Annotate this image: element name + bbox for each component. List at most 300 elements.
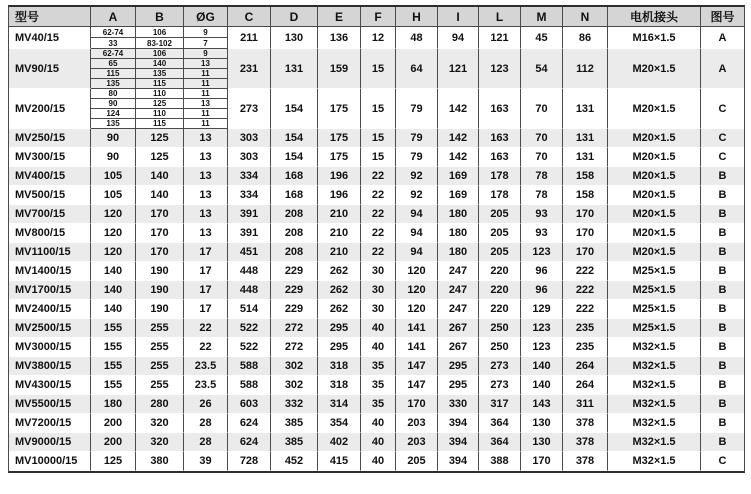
cell-a: 105 <box>91 167 136 186</box>
cell-l: 163 <box>479 89 521 129</box>
cell-conn: M32×1.5 <box>608 452 701 471</box>
cell-d: 332 <box>271 395 318 414</box>
sub-value: 7 <box>203 38 208 48</box>
cell-b: 170 <box>136 205 184 224</box>
table-row <box>9 262 744 281</box>
cell-i: 247 <box>438 262 479 281</box>
cell-b: 255 <box>136 319 184 338</box>
sub-value: 110 <box>136 109 183 119</box>
cell-b: 280 <box>136 395 184 414</box>
cell-m: 70 <box>521 148 563 167</box>
sub-value: 125 <box>136 99 183 109</box>
cell-a: 155 <box>91 338 136 357</box>
table-row <box>9 27 744 49</box>
model-cell: MV800/15 <box>9 224 91 243</box>
sub-value: 135 <box>136 69 183 79</box>
cell-conn: M16×1.5 <box>608 27 701 49</box>
cell-c: 588 <box>228 376 271 395</box>
cell-n: 112 <box>563 49 608 89</box>
cell-g: 13 <box>184 167 228 186</box>
cell-e: 175 <box>318 148 361 167</box>
table-row <box>9 186 744 205</box>
cell-fig: B <box>701 395 744 414</box>
cell-d: 302 <box>271 376 318 395</box>
cell-n: 378 <box>563 414 608 433</box>
cell-h: 141 <box>396 338 438 357</box>
table-row <box>9 376 744 395</box>
cell-f: 15 <box>361 49 396 89</box>
cell-conn: M20×1.5 <box>608 186 701 205</box>
model-cell: MV3800/15 <box>9 357 91 376</box>
cell-b-stacked <box>136 27 184 49</box>
cell-fig: B <box>701 281 744 300</box>
cell-l: 123 <box>479 49 521 89</box>
cell-b: 170 <box>136 243 184 262</box>
col-header-fig: 图号 <box>701 7 744 27</box>
sub-value: 115 <box>153 79 166 88</box>
cell-conn: M20×1.5 <box>608 129 701 148</box>
model-cell: MV300/15 <box>9 148 91 167</box>
cell-m: 130 <box>521 414 563 433</box>
cell-f: 15 <box>361 148 396 167</box>
cell-i: 180 <box>438 224 479 243</box>
cell-d: 385 <box>271 433 318 452</box>
cell-conn: M32×1.5 <box>608 433 701 452</box>
cell-g-stacked <box>184 27 228 49</box>
cell-l: 205 <box>479 205 521 224</box>
cell-fig: B <box>701 186 744 205</box>
cell-m: 123 <box>521 319 563 338</box>
cell-f: 40 <box>361 433 396 452</box>
cell-c: 334 <box>228 167 271 186</box>
cell-l: 220 <box>479 300 521 319</box>
table-row <box>9 395 744 414</box>
sub-value: 140 <box>136 59 183 69</box>
cell-i: 295 <box>438 357 479 376</box>
cell-c: 728 <box>228 452 271 471</box>
cell-h: 48 <box>396 27 438 49</box>
sub-value-stack <box>136 49 183 88</box>
sub-value-stack <box>91 89 135 128</box>
cell-i: 394 <box>438 452 479 471</box>
cell-b: 190 <box>136 300 184 319</box>
cell-f: 22 <box>361 167 396 186</box>
cell-e: 318 <box>318 376 361 395</box>
cell-c: 303 <box>228 129 271 148</box>
cell-f: 40 <box>361 338 396 357</box>
cell-a: 180 <box>91 395 136 414</box>
cell-m: 140 <box>521 357 563 376</box>
cell-g-stacked <box>184 49 228 89</box>
col-header-n: N <box>563 7 608 27</box>
sub-value: 11 <box>184 69 227 79</box>
cell-h: 92 <box>396 186 438 205</box>
cell-m: 93 <box>521 205 563 224</box>
cell-h: 170 <box>396 395 438 414</box>
cell-n: 235 <box>563 319 608 338</box>
cell-a: 155 <box>91 357 136 376</box>
sub-value-stack <box>91 27 135 48</box>
cell-n: 264 <box>563 376 608 395</box>
cell-conn: M25×1.5 <box>608 262 701 281</box>
cell-m: 70 <box>521 89 563 129</box>
cell-l: 205 <box>479 224 521 243</box>
cell-a-stacked <box>91 27 136 49</box>
cell-d: 229 <box>271 300 318 319</box>
cell-h: 147 <box>396 376 438 395</box>
cell-a: 200 <box>91 433 136 452</box>
cell-b-stacked <box>136 89 184 129</box>
cell-conn: M20×1.5 <box>608 89 701 129</box>
cell-n: 131 <box>563 148 608 167</box>
cell-g-stacked <box>184 89 228 129</box>
cell-i: 94 <box>438 27 479 49</box>
model-cell: MV200/15 <box>9 89 91 129</box>
cell-f: 35 <box>361 357 396 376</box>
cell-g: 22 <box>184 338 228 357</box>
cell-fig: B <box>701 319 744 338</box>
cell-conn: M20×1.5 <box>608 49 701 89</box>
sub-value-stack <box>136 89 183 128</box>
cell-b-stacked <box>136 49 184 89</box>
cell-l: 273 <box>479 376 521 395</box>
cell-i: 121 <box>438 49 479 89</box>
sub-value: 13 <box>184 99 227 109</box>
cell-c: 522 <box>228 338 271 357</box>
cell-conn: M32×1.5 <box>608 376 701 395</box>
cell-n: 158 <box>563 186 608 205</box>
cell-e: 262 <box>318 281 361 300</box>
cell-m: 140 <box>521 376 563 395</box>
cell-f: 35 <box>361 395 396 414</box>
table-row <box>9 243 744 262</box>
cell-m: 123 <box>521 338 563 357</box>
table-row <box>9 300 744 319</box>
model-cell: MV7200/15 <box>9 414 91 433</box>
col-header-c: C <box>228 7 271 27</box>
cell-n: 222 <box>563 262 608 281</box>
cell-conn: M32×1.5 <box>608 357 701 376</box>
cell-d: 208 <box>271 243 318 262</box>
cell-a: 140 <box>91 262 136 281</box>
model-cell: MV9000/15 <box>9 433 91 452</box>
cell-m: 45 <box>521 27 563 49</box>
cell-l: 220 <box>479 262 521 281</box>
cell-a-stacked <box>91 89 136 129</box>
cell-c: 624 <box>228 433 271 452</box>
table-row <box>9 433 744 452</box>
cell-b: 140 <box>136 186 184 205</box>
table-row <box>9 129 744 148</box>
cell-e: 136 <box>318 27 361 49</box>
cell-m: 70 <box>521 129 563 148</box>
col-header-d: D <box>271 7 318 27</box>
cell-a: 120 <box>91 224 136 243</box>
cell-a: 155 <box>91 319 136 338</box>
cell-fig: B <box>701 357 744 376</box>
cell-h: 64 <box>396 49 438 89</box>
sub-value: 11 <box>184 89 227 99</box>
cell-m: 170 <box>521 452 563 471</box>
cell-a: 125 <box>91 452 136 471</box>
sub-value-stack <box>184 89 227 128</box>
cell-fig: B <box>701 414 744 433</box>
sub-value: 65 <box>91 59 135 69</box>
cell-fig: C <box>701 452 744 471</box>
cell-c: 603 <box>228 395 271 414</box>
cell-g: 22 <box>184 319 228 338</box>
cell-fig: B <box>701 205 744 224</box>
cell-conn: M25×1.5 <box>608 319 701 338</box>
cell-e: 196 <box>318 167 361 186</box>
cell-m: 96 <box>521 262 563 281</box>
cell-c: 303 <box>228 148 271 167</box>
cell-a: 90 <box>91 148 136 167</box>
sub-value-stack <box>91 49 135 88</box>
cell-n: 235 <box>563 338 608 357</box>
sub-value: 62-74 <box>91 27 135 38</box>
cell-f: 30 <box>361 281 396 300</box>
sub-value: 106 <box>136 27 183 38</box>
col-header-m: M <box>521 7 563 27</box>
cell-i: 295 <box>438 376 479 395</box>
cell-d: 272 <box>271 338 318 357</box>
table-row <box>9 167 744 186</box>
cell-c: 624 <box>228 414 271 433</box>
cell-m: 78 <box>521 167 563 186</box>
cell-i: 330 <box>438 395 479 414</box>
cell-b: 190 <box>136 281 184 300</box>
cell-b: 170 <box>136 224 184 243</box>
cell-e: 318 <box>318 357 361 376</box>
cell-c: 391 <box>228 205 271 224</box>
cell-g: 23.5 <box>184 376 228 395</box>
cell-g: 17 <box>184 262 228 281</box>
cell-d: 302 <box>271 357 318 376</box>
cell-n: 222 <box>563 281 608 300</box>
cell-fig: B <box>701 224 744 243</box>
sub-value: 62-74 <box>91 49 135 59</box>
cell-g: 13 <box>184 186 228 205</box>
cell-h: 79 <box>396 148 438 167</box>
cell-f: 15 <box>361 129 396 148</box>
cell-m: 143 <box>521 395 563 414</box>
cell-a: 120 <box>91 243 136 262</box>
sub-value-stack <box>184 49 227 88</box>
cell-d: 168 <box>271 186 318 205</box>
table-row <box>9 452 744 471</box>
cell-conn: M32×1.5 <box>608 414 701 433</box>
cell-c: 334 <box>228 186 271 205</box>
cell-i: 142 <box>438 148 479 167</box>
table-row <box>9 224 744 243</box>
table-row <box>9 281 744 300</box>
table-row <box>9 357 744 376</box>
cell-e: 262 <box>318 300 361 319</box>
cell-h: 141 <box>396 319 438 338</box>
cell-i: 247 <box>438 281 479 300</box>
cell-b: 320 <box>136 414 184 433</box>
table-row <box>9 148 744 167</box>
cell-e: 295 <box>318 319 361 338</box>
sub-value: 9 <box>184 27 227 38</box>
cell-n: 158 <box>563 167 608 186</box>
cell-f: 40 <box>361 414 396 433</box>
model-cell: MV90/15 <box>9 49 91 89</box>
col-header-b: B <box>136 7 184 27</box>
header-row <box>9 7 744 27</box>
cell-a: 105 <box>91 186 136 205</box>
cell-i: 394 <box>438 433 479 452</box>
cell-e: 175 <box>318 89 361 129</box>
cell-b: 190 <box>136 262 184 281</box>
cell-d: 154 <box>271 148 318 167</box>
sub-value: 33 <box>108 38 118 48</box>
cell-m: 96 <box>521 281 563 300</box>
col-header-l: L <box>479 7 521 27</box>
cell-g: 17 <box>184 281 228 300</box>
sub-value: 135 <box>106 119 120 128</box>
cell-h: 79 <box>396 89 438 129</box>
table-row <box>9 205 744 224</box>
model-cell: MV1100/15 <box>9 243 91 262</box>
cell-d: 229 <box>271 281 318 300</box>
cell-d: 229 <box>271 262 318 281</box>
cell-l: 250 <box>479 338 521 357</box>
sub-value-stack <box>136 27 183 48</box>
cell-fig: B <box>701 376 744 395</box>
sub-value: 80 <box>91 89 135 99</box>
cell-e: 159 <box>318 49 361 89</box>
cell-c: 448 <box>228 281 271 300</box>
cell-f: 22 <box>361 224 396 243</box>
cell-h: 203 <box>396 433 438 452</box>
cell-fig: B <box>701 433 744 452</box>
sub-value: 83-102 <box>147 38 172 48</box>
cell-c: 448 <box>228 262 271 281</box>
cell-b: 380 <box>136 452 184 471</box>
cell-g: 13 <box>184 148 228 167</box>
cell-c: 451 <box>228 243 271 262</box>
cell-e: 175 <box>318 129 361 148</box>
cell-g: 39 <box>184 452 228 471</box>
cell-a: 140 <box>91 281 136 300</box>
cell-fig: A <box>701 49 744 89</box>
cell-b: 255 <box>136 338 184 357</box>
cell-d: 208 <box>271 224 318 243</box>
model-cell: MV40/15 <box>9 27 91 49</box>
cell-i: 169 <box>438 167 479 186</box>
cell-l: 205 <box>479 243 521 262</box>
cell-l: 388 <box>479 452 521 471</box>
sub-value: 106 <box>136 49 183 59</box>
cell-g: 26 <box>184 395 228 414</box>
sub-value: 11 <box>184 109 227 119</box>
cell-l: 178 <box>479 167 521 186</box>
cell-b: 255 <box>136 376 184 395</box>
table-row <box>9 89 744 129</box>
cell-fig: A <box>701 27 744 49</box>
model-cell: MV400/15 <box>9 167 91 186</box>
cell-a: 90 <box>91 129 136 148</box>
cell-d: 131 <box>271 49 318 89</box>
model-cell: MV4300/15 <box>9 376 91 395</box>
cell-d: 385 <box>271 414 318 433</box>
cell-f: 22 <box>361 186 396 205</box>
table-row <box>9 49 744 89</box>
cell-conn: M32×1.5 <box>608 395 701 414</box>
col-header-e: E <box>318 7 361 27</box>
cell-f: 15 <box>361 89 396 129</box>
col-header-i: I <box>438 7 479 27</box>
cell-c: 522 <box>228 319 271 338</box>
cell-n: 378 <box>563 433 608 452</box>
cell-g: 13 <box>184 205 228 224</box>
col-header-a: A <box>91 7 136 27</box>
model-cell: MV3000/15 <box>9 338 91 357</box>
cell-f: 30 <box>361 262 396 281</box>
cell-l: 121 <box>479 27 521 49</box>
cell-f: 12 <box>361 27 396 49</box>
cell-i: 394 <box>438 414 479 433</box>
cell-m: 130 <box>521 433 563 452</box>
cell-fig: C <box>701 89 744 129</box>
model-cell: MV5500/15 <box>9 395 91 414</box>
cell-h: 120 <box>396 262 438 281</box>
cell-conn: M20×1.5 <box>608 224 701 243</box>
col-header-conn: 电机接头 <box>608 7 701 27</box>
cell-conn: M20×1.5 <box>608 243 701 262</box>
table-row <box>9 414 744 433</box>
cell-fig: B <box>701 243 744 262</box>
cell-d: 154 <box>271 129 318 148</box>
cell-a: 200 <box>91 414 136 433</box>
cell-h: 94 <box>396 243 438 262</box>
cell-i: 169 <box>438 186 479 205</box>
cell-g: 17 <box>184 300 228 319</box>
cell-m: 78 <box>521 186 563 205</box>
cell-i: 180 <box>438 243 479 262</box>
cell-i: 267 <box>438 319 479 338</box>
sub-value: 115 <box>91 69 135 79</box>
cell-n: 170 <box>563 243 608 262</box>
cell-e: 415 <box>318 452 361 471</box>
cell-a: 140 <box>91 300 136 319</box>
cell-m: 93 <box>521 224 563 243</box>
cell-c: 211 <box>228 27 271 49</box>
cell-d: 154 <box>271 89 318 129</box>
cell-e: 354 <box>318 414 361 433</box>
cell-n: 170 <box>563 224 608 243</box>
sub-value: 11 <box>201 79 210 88</box>
cell-g: 28 <box>184 414 228 433</box>
model-cell: MV500/15 <box>9 186 91 205</box>
cell-h: 120 <box>396 281 438 300</box>
cell-d: 452 <box>271 452 318 471</box>
cell-d: 208 <box>271 205 318 224</box>
cell-a-stacked <box>91 49 136 89</box>
cell-conn: M20×1.5 <box>608 167 701 186</box>
cell-n: 264 <box>563 357 608 376</box>
cell-e: 402 <box>318 433 361 452</box>
cell-d: 168 <box>271 167 318 186</box>
col-header-f: F <box>361 7 396 27</box>
model-cell: MV1400/15 <box>9 262 91 281</box>
sub-value: 9 <box>184 49 227 59</box>
cell-fig: B <box>701 300 744 319</box>
cell-l: 163 <box>479 129 521 148</box>
sub-value: 115 <box>153 119 166 128</box>
